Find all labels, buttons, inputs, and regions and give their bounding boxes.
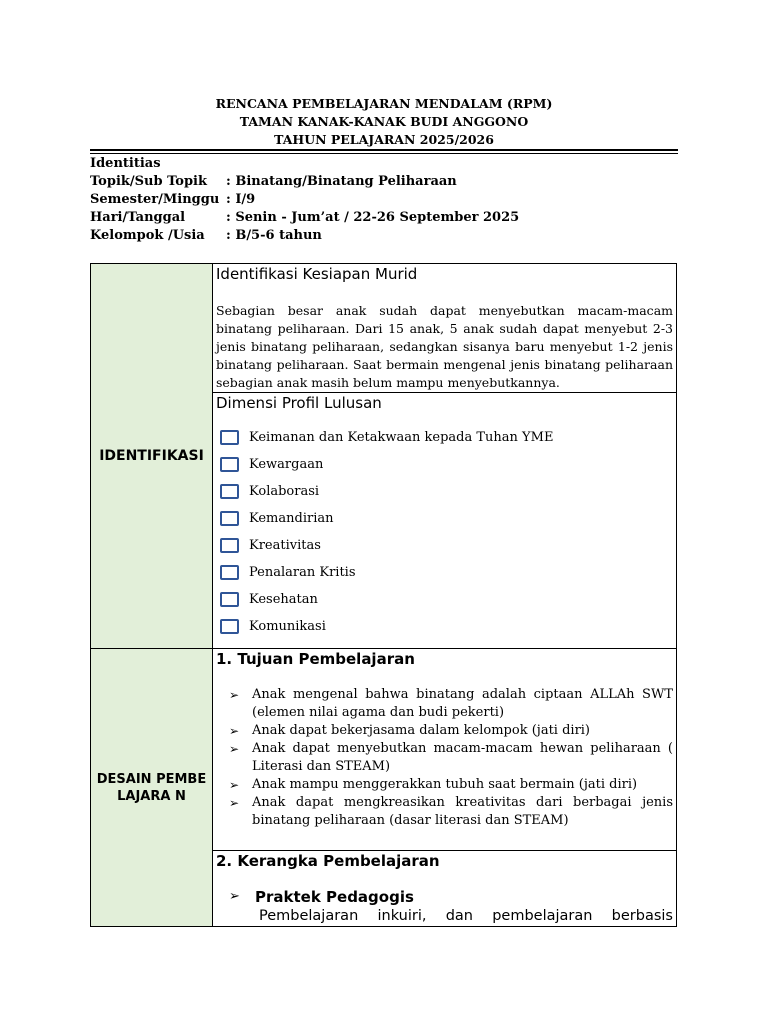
arrow-bullet-icon: ➢ (229, 688, 240, 702)
list-item (229, 776, 673, 794)
identitas-value: : I/9 (226, 192, 256, 207)
dimensi-item (220, 532, 676, 559)
list-item (229, 686, 673, 722)
dimensi-label: Kreativitas (249, 538, 321, 553)
identitas-label: Semester/Minggu (90, 192, 220, 207)
identitas-value: : Senin - Jum’at / 22-26 September 2025 (226, 210, 520, 225)
dimensi-label: Kolaborasi (249, 484, 320, 499)
identifikasi-cell (91, 264, 213, 649)
checkbox-icon[interactable] (220, 484, 239, 499)
document-header (90, 95, 678, 149)
praktek-title: Praktek Pedagogis (255, 888, 414, 906)
identitas-row (90, 173, 519, 191)
kesiapan-text: Sebagian besar anak sudah dapat menyebutkan macam-macam binatang peliharaan. Dari 15 anak, 5 anak sudah dapat menyebut 2-3 jenis binatang peliharaan, sedangkan sisanya baru menyebut 1-2 jenis binatang peliharaan. Saat bermain mengenal jenis binatang peliharaan sebagian anak masih belum mampu menyebutkannya. (216, 303, 673, 390)
tujuan-text: Anak mampu menggerakkan tubuh saat bermain (jati diri) (252, 777, 638, 792)
identitas-label: Hari/Tanggal (90, 210, 186, 225)
praktek-text: Pembelajaran inkuiri, dan pembelajaran berbasis (259, 908, 673, 924)
tujuan-list (213, 668, 676, 850)
kerangka-cell (213, 851, 677, 927)
dimensi-checklist (213, 412, 676, 644)
praktek-heading (213, 870, 676, 906)
kesiapan-title: Identifikasi Kesiapan Murid (216, 265, 418, 283)
dimensi-title: Dimensi Profil Lulusan (216, 394, 382, 412)
tujuan-text: Anak dapat bekerjasama dalam kelompok (jati diri) (252, 723, 591, 738)
checkbox-icon[interactable] (220, 592, 239, 607)
identitas-value: : Binatang/Binatang Peliharaan (226, 174, 457, 189)
dimensi-label: Kewargaan (249, 457, 324, 472)
identitas-row (90, 209, 519, 227)
dimensi-cell (213, 393, 677, 649)
dimensi-item (220, 478, 676, 505)
arrow-bullet-icon: ➢ (229, 724, 240, 738)
arrow-bullet-icon: ➢ (229, 889, 240, 904)
kesiapan-cell (213, 264, 677, 393)
list-item (229, 740, 673, 776)
tujuan-text: Anak dapat mengkreasikan kreativitas dari berbagai jenis binatang peliharaan (dasar literasi dan STEAM) (252, 795, 673, 828)
dimensi-label: Keimanan dan Ketakwaan kepada Tuhan YME (249, 430, 554, 445)
dimensi-item (220, 505, 676, 532)
table-row (91, 264, 677, 393)
dimensi-label: Komunikasi (249, 619, 326, 634)
identifikasi-label: IDENTIFIKASI (99, 448, 204, 464)
checkbox-icon[interactable] (220, 511, 239, 526)
header-double-rule-bottom (90, 153, 678, 154)
identitas-row (90, 191, 519, 209)
rpm-table (90, 263, 677, 927)
desain-label: DESAIN PEMBELAJARA N (96, 771, 207, 804)
table-row (91, 649, 677, 851)
dimensi-label: Kemandirian (249, 511, 334, 526)
checkbox-icon[interactable] (220, 619, 239, 634)
arrow-bullet-icon: ➢ (229, 778, 240, 792)
header-line-2: TAMAN KANAK-KANAK BUDI ANGGONO (239, 114, 529, 129)
dimensi-item (220, 586, 676, 613)
checkbox-icon[interactable] (220, 430, 239, 445)
dimensi-label: Kesehatan (249, 592, 318, 607)
tujuan-cell (213, 649, 677, 851)
dimensi-item (220, 451, 676, 478)
dimensi-item (220, 613, 676, 640)
list-item (229, 794, 673, 830)
header-double-rule-top (90, 149, 678, 151)
identitas-label: Kelompok /Usia (90, 228, 205, 243)
kerangka-title: 2. Kerangka Pembelajaran (216, 852, 440, 870)
dimensi-item (220, 424, 676, 451)
tujuan-title: 1. Tujuan Pembelajaran (216, 650, 415, 668)
arrow-bullet-icon: ➢ (229, 796, 240, 810)
checkbox-icon[interactable] (220, 565, 239, 580)
header-line-3: TAHUN PELAJARAN 2025/2026 (274, 132, 494, 147)
tujuan-text: Anak dapat menyebutkan macam-macam hewan peliharaan ( Literasi dan STEAM) (252, 741, 673, 774)
checkbox-icon[interactable] (220, 538, 239, 553)
checkbox-icon[interactable] (220, 457, 239, 472)
header-line-1: RENCANA PEMBELAJARAN MENDALAM (RPM) (215, 96, 553, 111)
identitas-label: Topik/Sub Topik (90, 174, 207, 189)
identitas-title: Identitias (90, 156, 161, 171)
dimensi-item (220, 559, 676, 586)
tujuan-text: Anak mengenal bahwa binatang adalah ciptaan ALLAh SWT (elemen nilai agama dan budi pekerti) (252, 687, 673, 720)
arrow-bullet-icon: ➢ (229, 742, 240, 756)
dimensi-label: Penalaran Kritis (249, 565, 356, 580)
identitas-value: : B/5-6 tahun (226, 228, 322, 243)
list-item (229, 722, 673, 740)
desain-cell (91, 649, 213, 927)
identitas-section (90, 155, 519, 245)
identitas-row (90, 227, 519, 245)
